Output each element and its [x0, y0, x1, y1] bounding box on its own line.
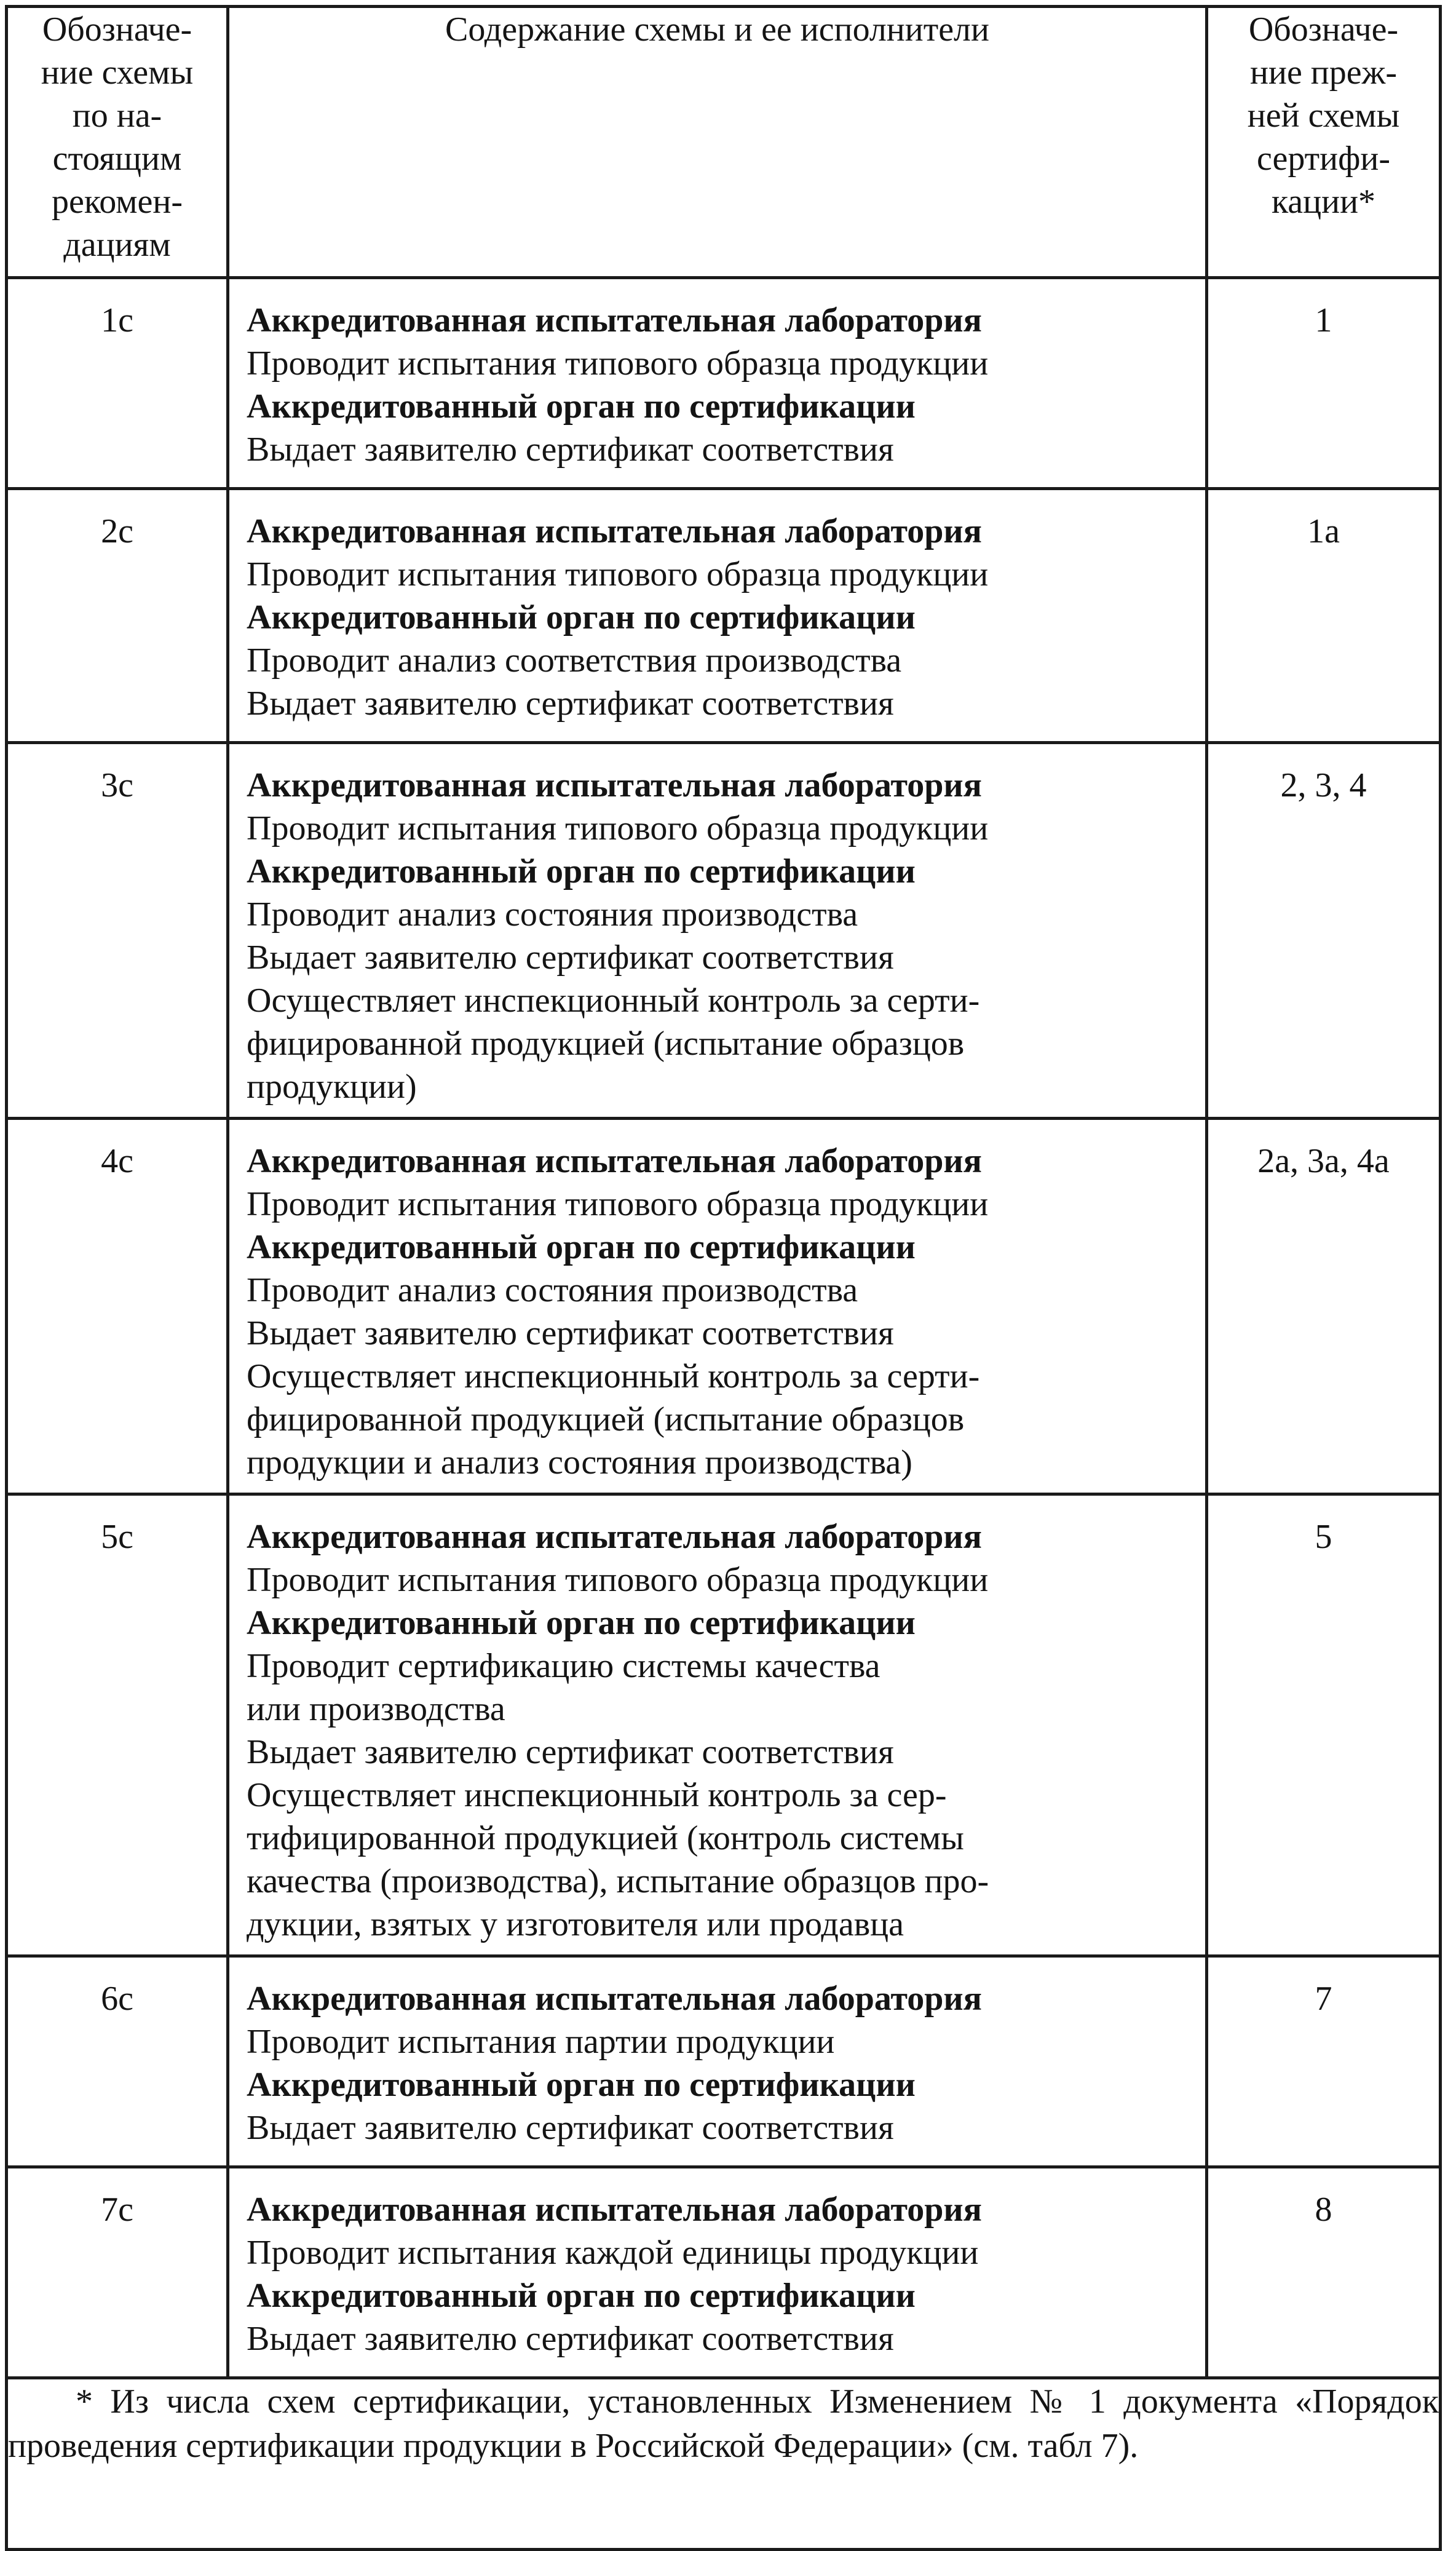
footnote-text: * Из числа схем сертификации, установленных Изменением № 1 документа «Порядок проведения сертификации продукции в Российской Федерации» (см. табл 7). [8, 2382, 1439, 2465]
previous-scheme-code: 1 [1207, 278, 1441, 489]
content-line: Осуществляет инспекционный контроль за серти- [247, 1357, 980, 1395]
content-line: Проводит испытания типового образца продукции [247, 809, 989, 847]
content-line: Проводит испытания партии продукции [247, 2023, 835, 2061]
content-line: Аккредитованная испытательная лаборатория [247, 512, 982, 550]
content-line: Выдает заявителю сертификат соответствия [247, 684, 894, 723]
content-line: качества (производства), испытание образцов про- [247, 1862, 989, 1900]
content-line: продукции) [247, 1068, 417, 1106]
scheme-content [228, 743, 1207, 1119]
content-line: Аккредитованная испытательная лаборатория [247, 301, 982, 339]
footnote-cell [7, 2378, 1441, 2550]
content-line: Аккредитованный орган по сертификации [247, 2277, 916, 2315]
content-line: Проводит испытания типового образца продукции [247, 1185, 989, 1223]
content-line: Аккредитованная испытательная лаборатория [247, 1518, 982, 1556]
content-line: Проводит анализ состояния производства [247, 1271, 858, 1309]
previous-scheme-code: 2, 3, 4 [1207, 743, 1441, 1119]
scheme-code: 6с [7, 1956, 228, 2167]
content-line: Проводит анализ состояния производства [247, 895, 858, 934]
table-header-row [7, 7, 1441, 278]
header-current-scheme [7, 7, 228, 278]
scheme-code: 5с [7, 1494, 228, 1956]
previous-scheme-code: 2а, 3а, 4а [1207, 1119, 1441, 1494]
header-line: дациям [63, 226, 171, 264]
content-line: Аккредитованный орган по сертификации [247, 1604, 916, 1642]
scheme-code: 3с [7, 743, 228, 1119]
table-row [7, 2167, 1441, 2378]
content-line: продукции и анализ состояния производства) [247, 1443, 912, 1482]
scheme-content [228, 1119, 1207, 1494]
scheme-code: 2с [7, 489, 228, 743]
content-line: Проводит испытания каждой единицы продукции [247, 2234, 979, 2272]
content-line: Аккредитованный орган по сертификации [247, 387, 916, 426]
header-line: рекомен- [51, 183, 183, 221]
content-line: Выдает заявителю сертификат соответствия [247, 1314, 894, 1352]
content-line: Осуществляет инспекционный контроль за серти- [247, 982, 980, 1020]
table-row [7, 1956, 1441, 2167]
content-line: Аккредитованная испытательная лаборатория [247, 1980, 982, 2018]
content-line: Выдает заявителю сертификат соответствия [247, 1733, 894, 1771]
header-line: сертифи- [1257, 140, 1390, 178]
table-row [7, 1119, 1441, 1494]
header-line: по на- [72, 97, 162, 135]
header-line: ние преж- [1250, 54, 1397, 92]
content-line: Выдает заявителю сертификат соответствия [247, 430, 894, 469]
content-line: Аккредитованная испытательная лаборатория [247, 766, 982, 804]
header-line: Обозначе- [42, 10, 192, 49]
scheme-code: 7с [7, 2167, 228, 2378]
content-line: Проводит сертификацию системы качества [247, 1647, 880, 1685]
content-line: Аккредитованный орган по сертификации [247, 1228, 916, 1266]
table-row [7, 1494, 1441, 1956]
header-line: ней схемы [1247, 97, 1400, 135]
header-content [228, 7, 1207, 278]
content-line: Аккредитованный орган по сертификации [247, 852, 916, 891]
content-line: Проводит испытания типового образца продукции [247, 344, 989, 383]
content-line: фицированной продукцией (испытание образцов [247, 1025, 965, 1063]
header-line: ние схемы [41, 54, 194, 92]
footnote-row [7, 2378, 1441, 2550]
table-row [7, 489, 1441, 743]
content-line: дукции, взятых у изготовителя или продавца [247, 1905, 904, 1943]
scheme-content [228, 278, 1207, 489]
scheme-content [228, 489, 1207, 743]
content-line: Проводит испытания типового образца продукции [247, 1561, 989, 1599]
certification-schemes-table [5, 5, 1442, 2551]
content-line: Проводит испытания типового образца продукции [247, 555, 989, 593]
header-previous-scheme [1207, 7, 1441, 278]
content-line: Выдает заявителю сертификат соответствия [247, 2109, 894, 2147]
content-line: Проводит анализ соответствия производства [247, 641, 902, 680]
previous-scheme-code: 1а [1207, 489, 1441, 743]
content-line: тифицированной продукцией (контроль системы [247, 1819, 964, 1857]
content-line: фицированной продукцией (испытание образцов [247, 1400, 965, 1438]
scheme-content [228, 1956, 1207, 2167]
table-row [7, 743, 1441, 1119]
content-line: Аккредитованный орган по сертификации [247, 598, 916, 637]
previous-scheme-code: 5 [1207, 1494, 1441, 1956]
scheme-content [228, 1494, 1207, 1956]
table-row [7, 278, 1441, 489]
content-line: Выдает заявителю сертификат соответствия [247, 938, 894, 977]
header-line: Обозначе- [1248, 10, 1399, 49]
header-line: кации* [1271, 183, 1376, 221]
content-line: Выдает заявителю сертификат соответствия [247, 2320, 894, 2358]
content-line: Аккредитованная испытательная лаборатория [247, 1142, 982, 1180]
previous-scheme-code: 8 [1207, 2167, 1441, 2378]
header-line: Содержание схемы и ее исполнители [445, 10, 989, 49]
content-line: или производства [247, 1690, 505, 1728]
content-line: Осуществляет инспекционный контроль за сер- [247, 1776, 947, 1814]
scheme-code: 4с [7, 1119, 228, 1494]
header-line: стоящим [52, 140, 182, 178]
content-line: Аккредитованная испытательная лаборатория [247, 2191, 982, 2229]
previous-scheme-code: 7 [1207, 1956, 1441, 2167]
content-line: Аккредитованный орган по сертификации [247, 2066, 916, 2104]
scheme-content [228, 2167, 1207, 2378]
scheme-code: 1с [7, 278, 228, 489]
